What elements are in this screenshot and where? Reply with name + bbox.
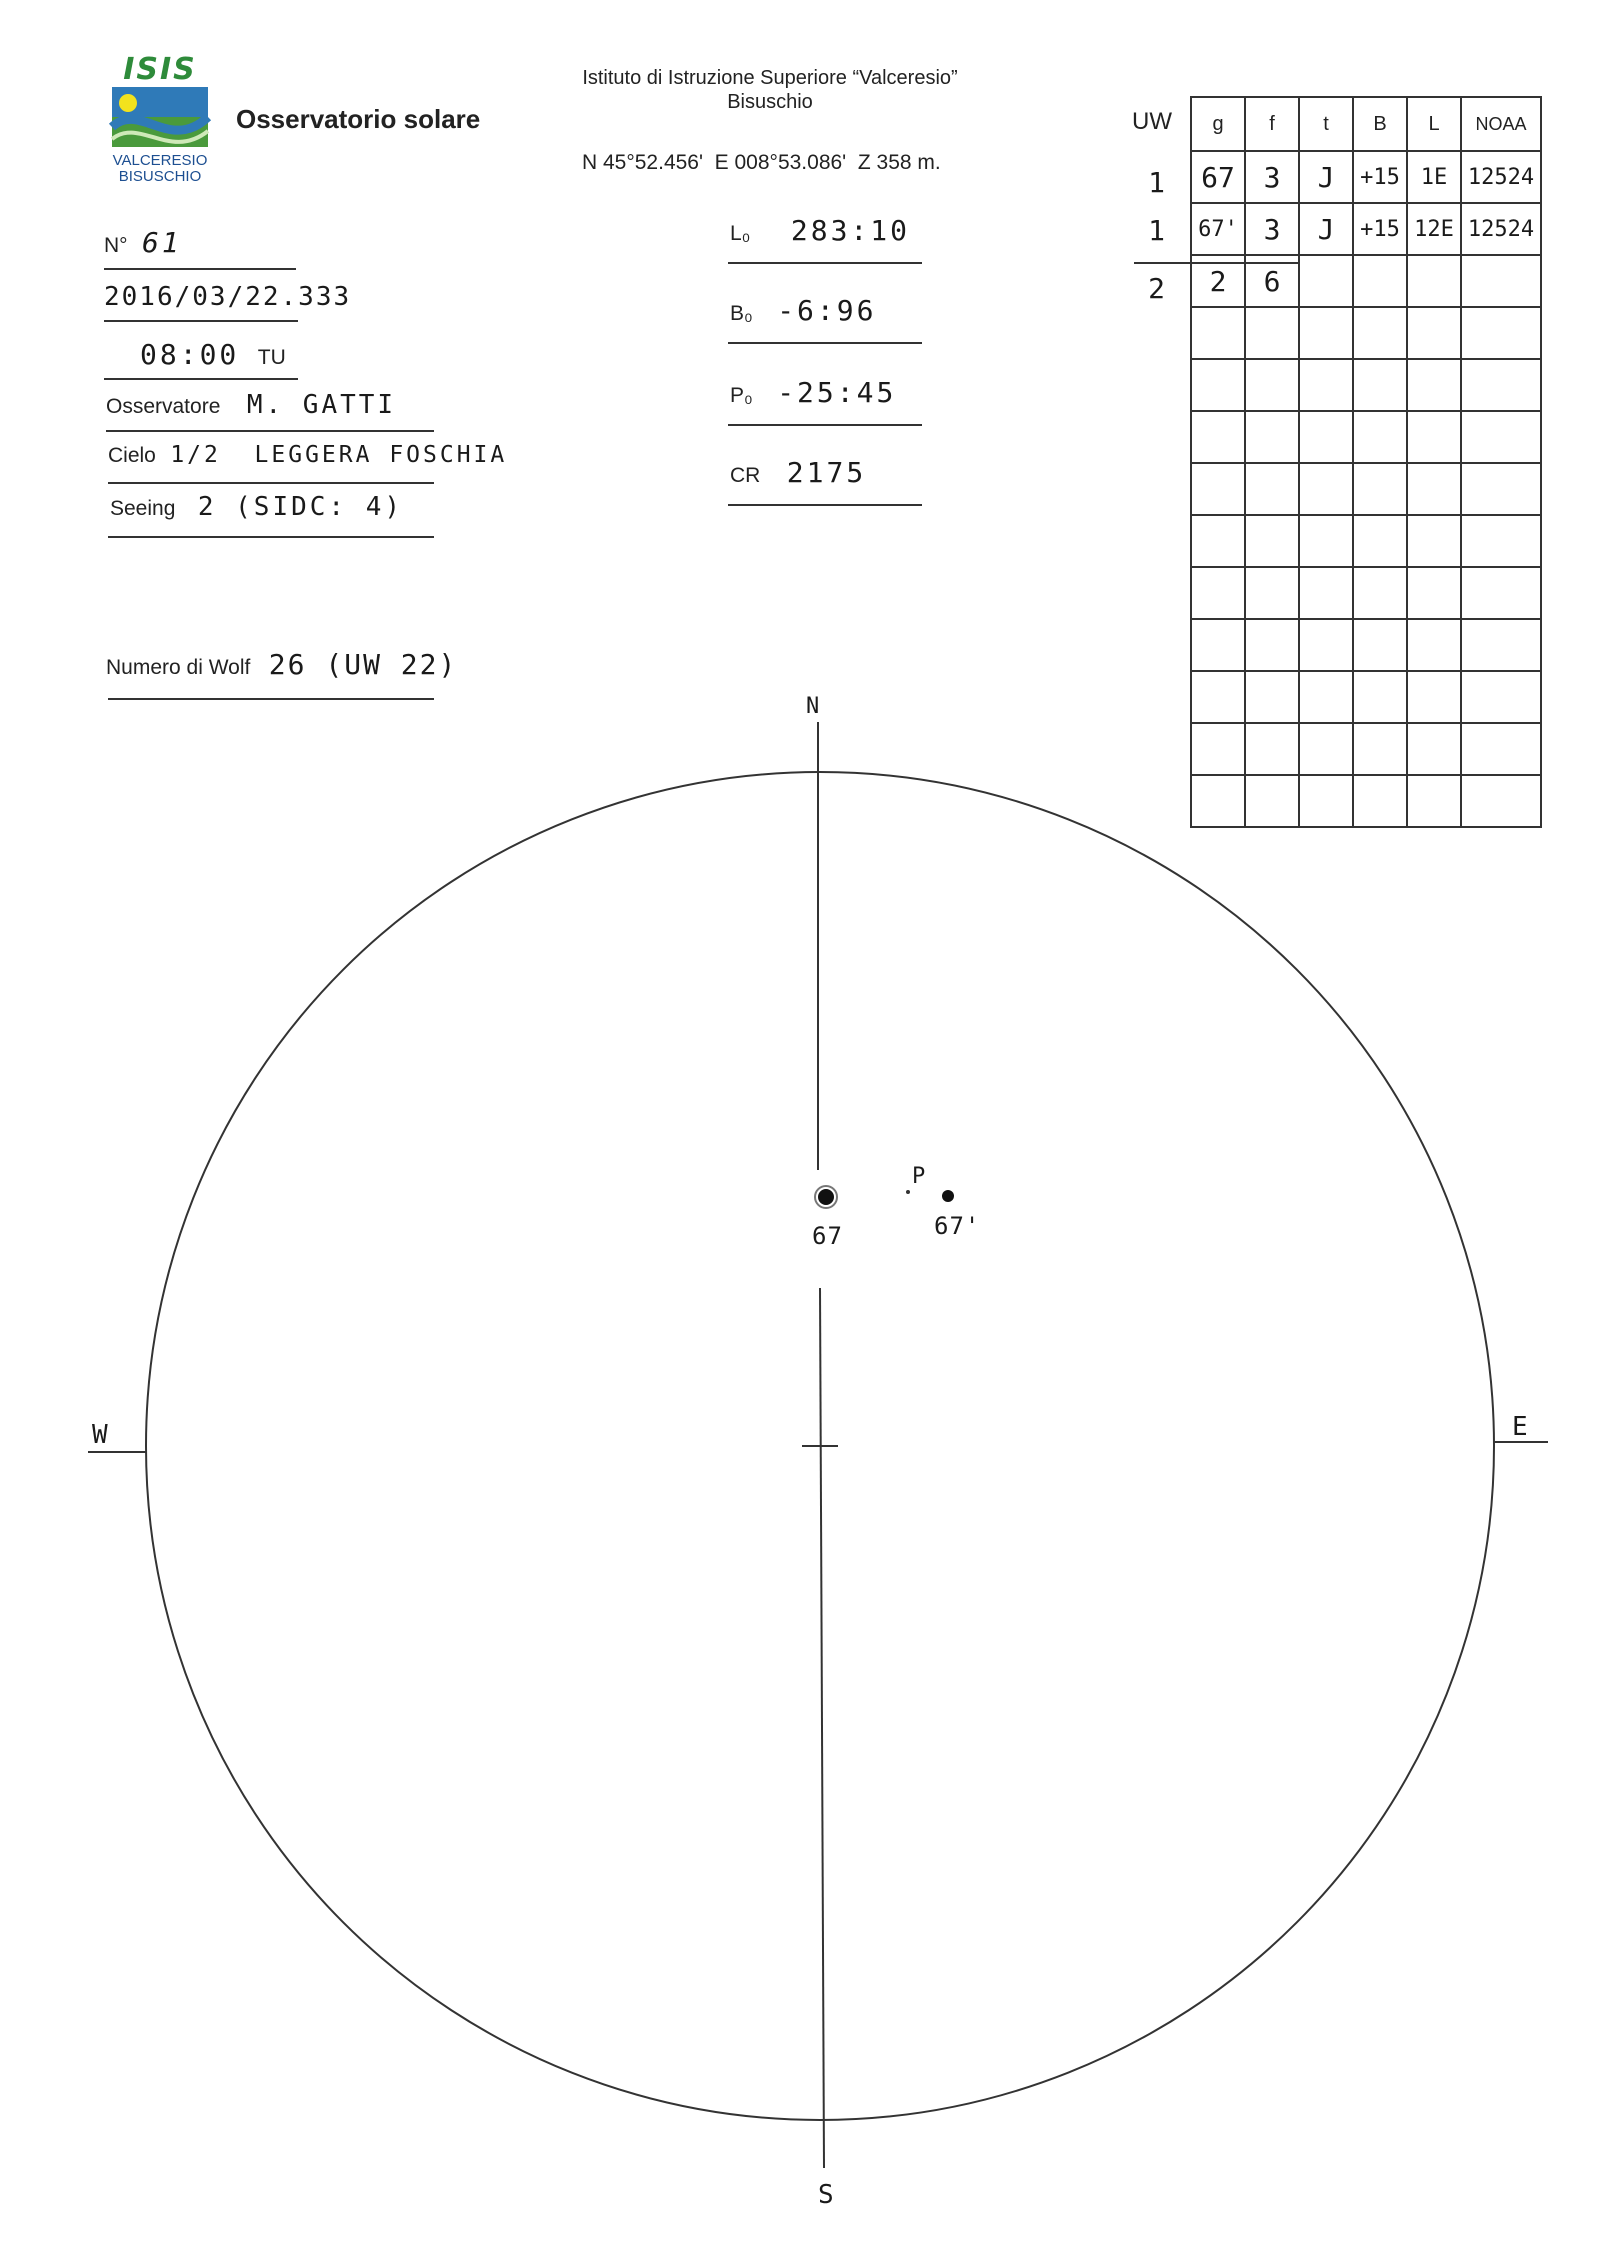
L0-label: L₀ [730, 222, 751, 245]
page-title: Osservatorio solare [236, 104, 481, 134]
institute-line1: Istituto di Istruzione Superiore “Valceresio” [582, 67, 958, 89]
table-header-row [1191, 97, 1541, 151]
cell: 1E [1407, 151, 1461, 203]
solar-disk-drawing [0, 700, 1600, 2260]
logo-caption-line1: VALCERESIO [112, 152, 208, 169]
rule [108, 536, 434, 538]
cell: 6 [1245, 255, 1299, 307]
empty-row [1191, 567, 1541, 619]
empty-row [1191, 463, 1541, 515]
observation-number-label: N° [104, 234, 128, 257]
header-g: g [1191, 97, 1245, 151]
ephemeris-L0 [730, 214, 910, 247]
cell: J [1299, 151, 1353, 203]
south-label: S [818, 2180, 834, 2210]
cell [1299, 255, 1353, 307]
cell: +15 [1353, 203, 1407, 255]
rule [104, 378, 298, 380]
observation-number-value: 61 [142, 226, 182, 259]
east-label: E [1512, 1412, 1528, 1442]
institute-name [560, 66, 980, 114]
header-t: t [1299, 97, 1353, 151]
table-totals-row [1191, 255, 1541, 307]
B0-label: B₀ [730, 302, 753, 325]
cell: 12E [1407, 203, 1461, 255]
rule [106, 430, 434, 432]
cell: 12524 [1461, 203, 1541, 255]
observation-date: 2016/03/22.333 [104, 282, 352, 312]
observer-value: M. GATTI [246, 390, 397, 420]
sunspot-67prime [942, 1190, 954, 1202]
logo-wordmark: ISIS [123, 52, 197, 87]
sky-value: 1/2 LEGGERA FOSCHIA [170, 442, 508, 468]
cell: 12524 [1461, 151, 1541, 203]
wolf-number-value: 26 (UW 22) [268, 648, 458, 681]
ephemeris-P0 [730, 376, 896, 409]
sunspot-67prime-small [906, 1190, 910, 1194]
west-label: W [92, 1420, 108, 1450]
cell: 67' [1191, 203, 1245, 255]
header-f: f [1245, 97, 1299, 151]
observer-field [106, 390, 396, 420]
P0-value: -25:45 [777, 376, 897, 409]
rule [728, 262, 922, 264]
ephemeris-CR [730, 456, 866, 489]
cell: 67 [1191, 151, 1245, 203]
rule [104, 268, 296, 270]
institute-line2: Bisuschio [727, 91, 813, 113]
cell [1353, 255, 1407, 307]
logo-caption-line2: BISUSCHIO [118, 168, 202, 185]
sunspot-67 [818, 1189, 834, 1205]
sunspot-67-label: 67 [812, 1222, 843, 1250]
school-logo [100, 52, 220, 187]
observer-label: Osservatore [106, 395, 221, 418]
sunspot-67prime-label: 67' [934, 1212, 981, 1240]
L0-value: 283:10 [790, 214, 911, 247]
wolf-number-label: Numero di Wolf [106, 656, 251, 679]
empty-row [1191, 359, 1541, 411]
wolf-number-field [106, 648, 457, 681]
observation-time-field [140, 338, 286, 371]
uw-column-header: UW [1132, 108, 1172, 135]
uw-row-2: 1 [1148, 214, 1168, 247]
rule [108, 482, 434, 484]
sunspot-p-mark: P [912, 1164, 926, 1189]
rule [728, 342, 922, 344]
seeing-field [110, 492, 403, 522]
cell: J [1299, 203, 1353, 255]
time-unit-label: TU [257, 346, 286, 369]
table-row [1191, 151, 1541, 203]
header-B: B [1353, 97, 1407, 151]
cell [1407, 255, 1461, 307]
ephemeris-B0 [730, 294, 876, 327]
cell: 3 [1245, 203, 1299, 255]
rule [104, 320, 298, 322]
header-L: L [1407, 97, 1461, 151]
cell [1461, 255, 1541, 307]
seeing-label: Seeing [110, 497, 176, 520]
rule [728, 504, 922, 506]
axis-south-lower [820, 1288, 824, 2168]
CR-label: CR [730, 464, 761, 487]
uw-total: 2 [1148, 272, 1168, 305]
cell: 2 [1191, 255, 1245, 307]
north-label: N [806, 694, 820, 719]
uw-row-1: 1 [1148, 166, 1168, 199]
header-NOAA: NOAA [1461, 97, 1541, 151]
P0-label: P₀ [730, 384, 753, 407]
table-row [1191, 203, 1541, 255]
rule [728, 424, 922, 426]
empty-row [1191, 515, 1541, 567]
sky-label: Cielo [108, 444, 156, 467]
seeing-value: 2 (SIDC: 4) [197, 492, 404, 522]
logo-sun-wave-icon [100, 83, 220, 153]
observatory-coordinates: N 45°52.456' E 008°53.086' Z 358 m. [582, 151, 941, 174]
observation-number-field [104, 226, 182, 259]
cell: 3 [1245, 151, 1299, 203]
empty-row [1191, 411, 1541, 463]
cell: +15 [1353, 151, 1407, 203]
empty-row [1191, 619, 1541, 671]
empty-row [1191, 307, 1541, 359]
observation-time-value: 08:00 [140, 338, 240, 371]
CR-value: 2175 [786, 456, 867, 489]
sky-field [108, 442, 507, 468]
logo-caption [100, 153, 220, 185]
B0-value: -6:96 [777, 294, 877, 327]
